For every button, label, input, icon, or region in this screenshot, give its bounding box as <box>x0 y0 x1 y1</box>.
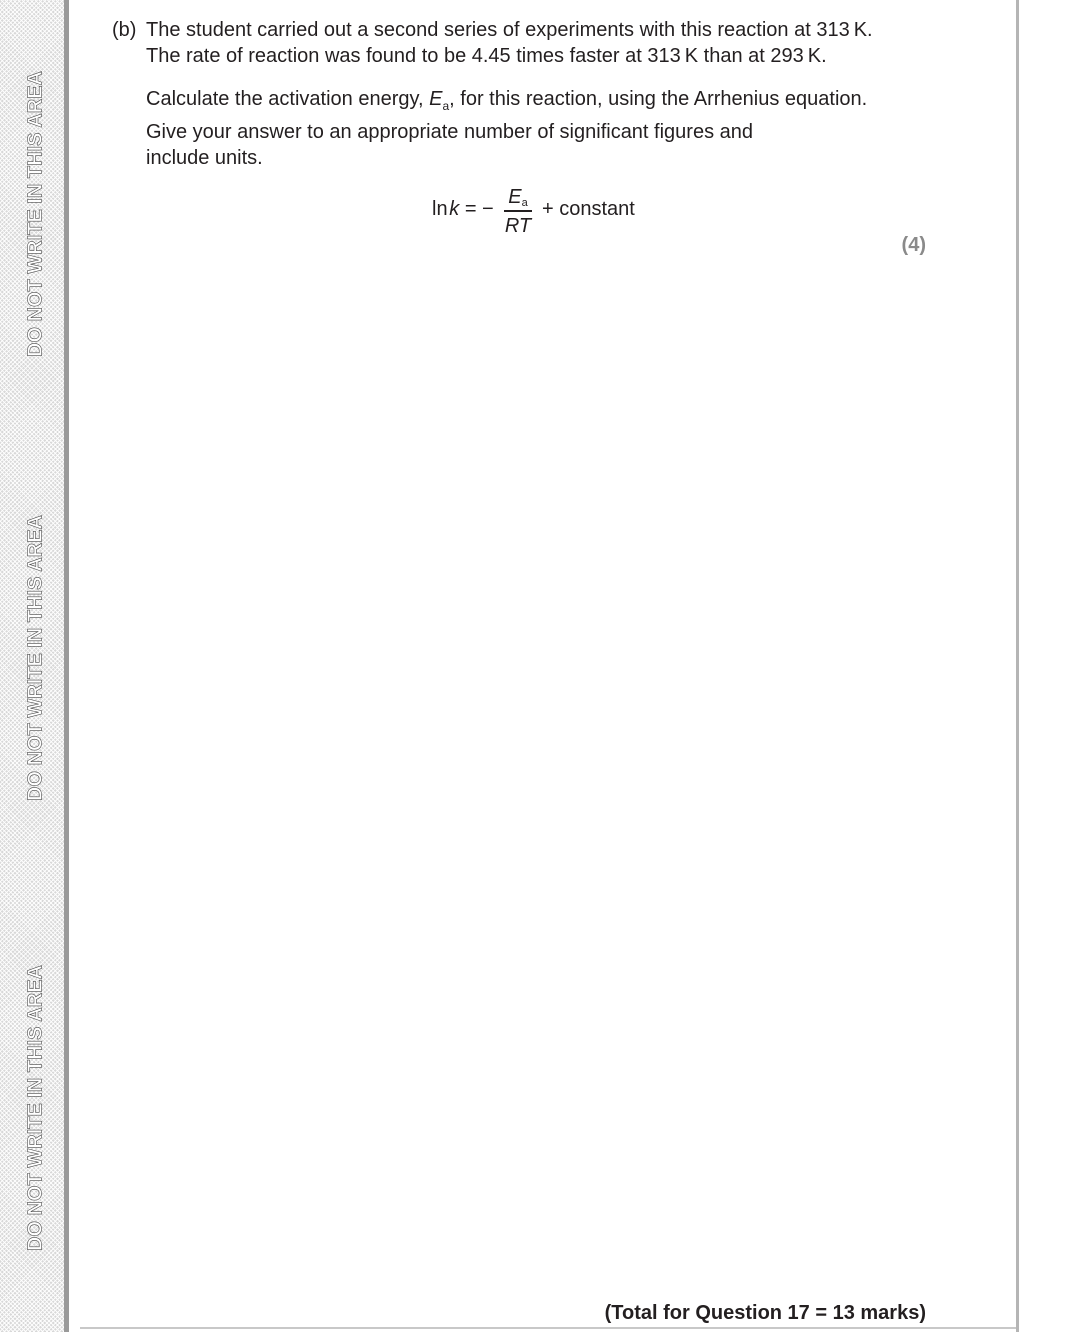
equation-lhs <box>432 198 494 221</box>
numerator-subscript: a <box>521 197 528 209</box>
task-line-3: include units. <box>146 147 263 169</box>
task-line-2: Give your answer to an appropriate number of significant figures and <box>146 121 754 143</box>
task-activation-energy-subscript: a <box>442 99 450 113</box>
task-line-1 <box>146 86 867 119</box>
question-intro <box>146 17 873 69</box>
task-line-1-text: Calculate the activation energy, <box>146 88 430 110</box>
margin-warning-bottom: DO NOT WRITE IN THIS AREA <box>24 965 47 1251</box>
bottom-rule <box>80 1327 1016 1329</box>
margin-warning-middle: DO NOT WRITE IN THIS AREA <box>24 515 47 801</box>
intro-line-2: The rate of reaction was found to be 4.45 times faster at 313 K than at 293 K. <box>146 45 827 67</box>
margin-rule <box>64 0 69 1332</box>
equation-fraction <box>504 185 532 238</box>
question-task <box>146 86 867 171</box>
equation-k: k <box>449 198 460 220</box>
question-total: (Total for Question 17 = 13 marks) <box>604 1302 926 1324</box>
margin-warning-top: DO NOT WRITE IN THIS AREA <box>24 71 47 357</box>
fraction-numerator <box>504 185 532 209</box>
intro-line-1: The student carried out a second series of experiments with this reaction at 313 K. <box>146 19 873 41</box>
marks-available: (4) <box>901 234 926 256</box>
task-activation-energy-symbol: E <box>429 88 443 110</box>
fraction-bar <box>504 210 532 212</box>
equation-rhs: + constant <box>542 198 635 220</box>
task-line-1-rest: , for this reaction, using the Arrhenius equation. <box>449 88 868 110</box>
numerator-symbol: E <box>508 186 522 208</box>
right-border-rule <box>1016 0 1019 1332</box>
question-part-label: (b) <box>112 19 137 41</box>
equation-ln: ln <box>432 198 448 220</box>
equation-equals-minus: = − <box>464 198 494 220</box>
fraction-denominator: RT <box>504 214 532 237</box>
